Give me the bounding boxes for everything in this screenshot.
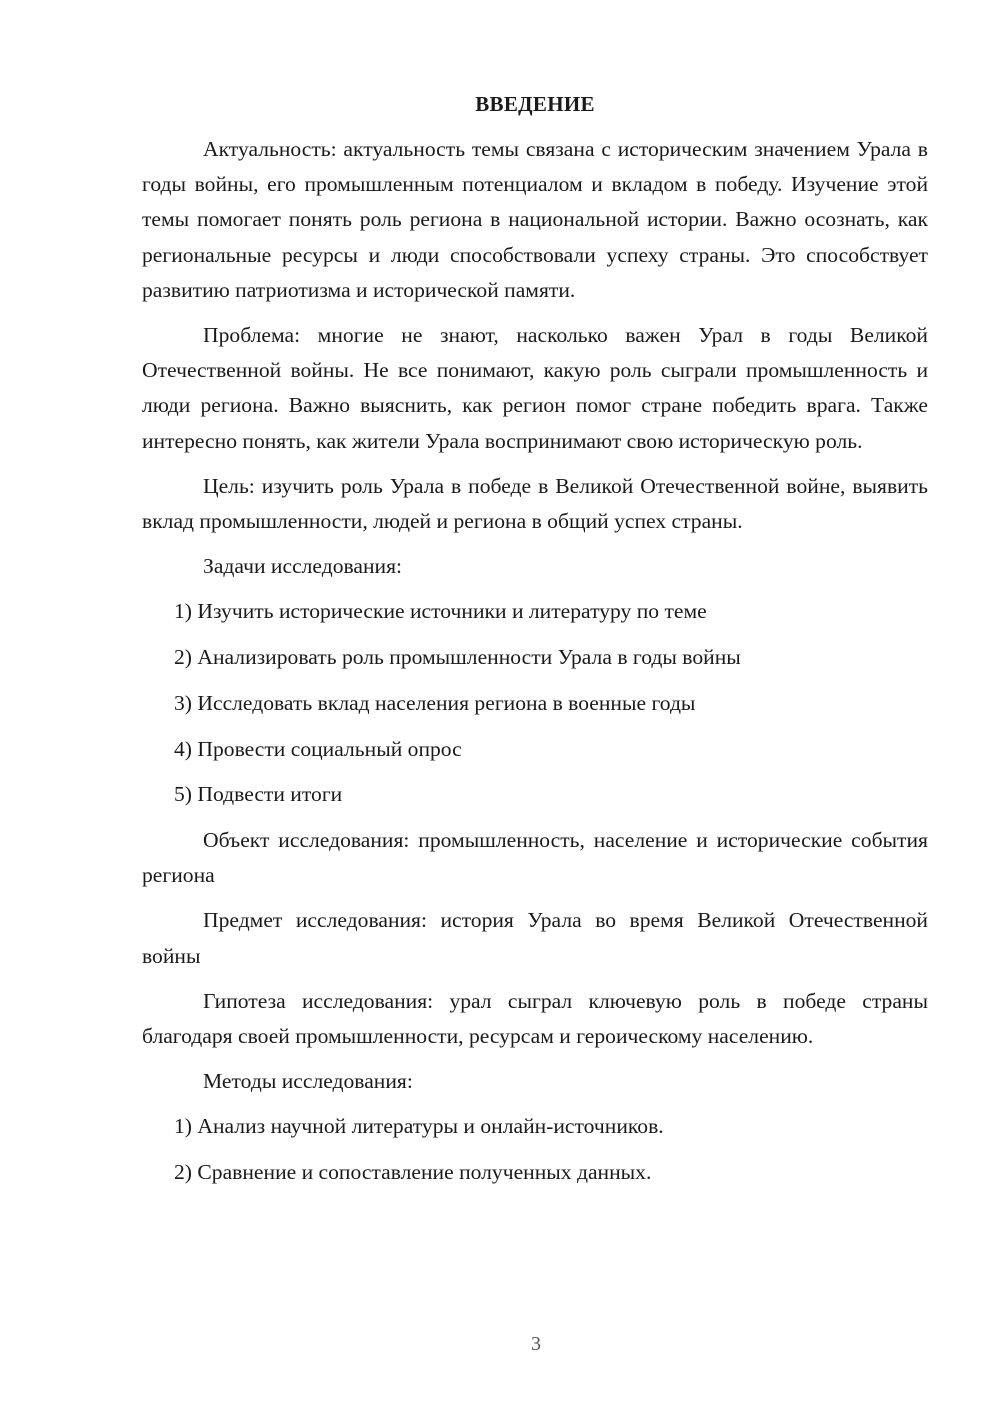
method-item-2: 2) Сравнение и сопоставление полученных данных.: [174, 1160, 652, 1185]
object-paragraph: Объект исследования: промышленность, население и исторические события региона: [142, 827, 928, 888]
method-item-1: 1) Анализ научной литературы и онлайн-источников.: [174, 1114, 664, 1139]
tasks-list: [142, 594, 928, 812]
hypothesis-paragraph: Гипотеза исследования: урал сыграл ключевую роль в победе страны благодаря своей промышленности, ресурсам и героическому населению.: [142, 988, 928, 1048]
task-item-1: 1) Изучить исторические источники и литературу по теме: [174, 599, 707, 624]
section-heading: ВВЕДЕНИЕ: [475, 92, 595, 116]
task-item-5: 5) Подвести итоги: [174, 782, 343, 807]
problem-paragraph: Проблема: многие не знают, насколько важен Урал в годы Великой Отечественной войны. Не все понимают, какую роль сыграли промышленность и люди региона. Важно выяснить, как регион помог стране победить врага. Также интересно понять, как жители Урала воспринимают свою историческую роль.: [142, 323, 928, 453]
task-item-3: 3) Исследовать вклад населения региона в военные годы: [174, 690, 696, 715]
methods-list: [142, 1109, 928, 1190]
subject-paragraph: Предмет исследования: история Урала во время Великой Отечественной войны: [142, 908, 928, 968]
relevance-paragraph: Актуальность: актуальность темы связана с историческим значением Урала в годы войны, его промышленным потенциалом и вкладом в победу. Изучение этой темы помогает понять роль региона в национальной истории. Важно осознать, как региональные ресурсы и люди способствовали успеху страны. Это способствует развитию патриотизма и исторической памяти.: [142, 137, 928, 302]
goal-paragraph: Цель: изучить роль Урала в победе в Великой Отечественной войне, выявить вклад промышленности, людей и региона в общий успех страны.: [142, 473, 928, 534]
tasks-heading: Задачи исследования:: [203, 554, 403, 579]
page-number: 3: [531, 1333, 541, 1355]
methods-heading: Методы исследования:: [203, 1069, 413, 1094]
task-item-2: 2) Анализировать роль промышленности Урала в годы войны: [174, 645, 741, 670]
task-item-4: 4) Провести социальный опрос: [174, 736, 462, 761]
document-page: [142, 92, 928, 1201]
